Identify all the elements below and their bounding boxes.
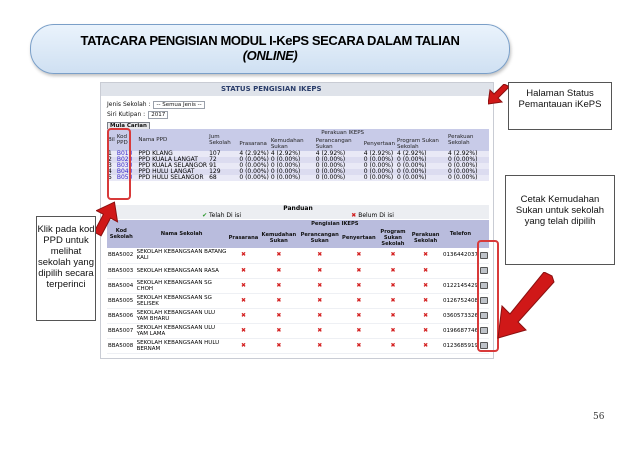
cell-telefon: 0122145429 bbox=[442, 278, 479, 293]
cell-val: 0 (0.00%) bbox=[239, 174, 269, 181]
cell-val: 0 (0.00%) bbox=[239, 156, 269, 163]
cell-val: 4 (2.92%) bbox=[447, 151, 489, 157]
cell-val: 0 (0.00%) bbox=[239, 162, 269, 169]
mula-carian-button[interactable]: Mula Carian bbox=[107, 122, 150, 130]
table-row bbox=[107, 263, 489, 278]
cell-val: 0 (0.00%) bbox=[315, 169, 363, 175]
cell-val: 0 (0.00%) bbox=[315, 163, 363, 169]
cell-kod-sekolah: BBA5002 bbox=[107, 248, 136, 263]
cell-telefon bbox=[442, 263, 479, 278]
status-cross-icon: ✖ bbox=[341, 278, 377, 293]
banner-title: TATACARA PENGISIAN MODUL I-KePS SECARA DALAM TALIAN bbox=[80, 33, 460, 48]
jenis-sekolah-select[interactable]: -- Semua Jenis -- bbox=[153, 101, 204, 109]
cell-val: 0 (0.00%) bbox=[270, 169, 315, 175]
screenshot-titlebar bbox=[101, 83, 493, 96]
cell-val: 0 (0.00%) bbox=[447, 169, 489, 175]
col-kod-sekolah: Kod Sekolah bbox=[107, 220, 136, 248]
status-cross-icon: ✖ bbox=[259, 293, 298, 308]
status-cross-icon: ✖ bbox=[228, 263, 260, 278]
status-cross-icon: ✖ bbox=[377, 293, 410, 308]
ppd-summary-table bbox=[107, 129, 489, 181]
cell-telefon: 0123685919 bbox=[442, 338, 479, 353]
status-cross-icon: ✖ bbox=[228, 308, 260, 323]
cell-val: 4 (2.92%) bbox=[270, 151, 315, 157]
col-perancangan: Perancangan Sukan bbox=[315, 137, 363, 151]
status-cross-icon: ✖ bbox=[228, 278, 260, 293]
cell-nama-sekolah: SEKOLAH KEBANGSAAN BATANG KALI bbox=[136, 249, 227, 262]
status-cross-icon: ✖ bbox=[298, 248, 341, 263]
title-banner bbox=[30, 24, 510, 74]
col-telefon: Telefon bbox=[442, 220, 479, 248]
status-cross-icon: ✖ bbox=[377, 323, 410, 338]
col-nama-ppd: Nama PPD bbox=[137, 129, 208, 151]
cell-val: 0 (0.00%) bbox=[270, 175, 315, 181]
status-cross-icon: ✖ bbox=[298, 323, 341, 338]
cell-kod-sekolah: BBA5008 bbox=[107, 338, 136, 353]
cell-kod-sekolah: BBA5004 bbox=[107, 278, 136, 293]
status-cross-icon: ✖ bbox=[409, 308, 442, 323]
status-cross-icon: ✖ bbox=[298, 263, 341, 278]
table-row bbox=[107, 248, 489, 263]
col-prasarana: Prasarana bbox=[238, 137, 269, 151]
cell-nama-sekolah: SEKOLAH KEBANGSAAN ULU YAM LAMA bbox=[136, 323, 228, 338]
status-cross-icon: ✖ bbox=[259, 323, 298, 338]
jenis-sekolah-label: Jenis Sekolah : bbox=[107, 101, 151, 108]
kod-ppd-highlight bbox=[107, 128, 131, 200]
col-penyertaan: Penyertaan bbox=[363, 137, 396, 151]
status-cross-icon: ✖ bbox=[341, 338, 377, 353]
col-kemudahan: Kemudahan Sukan bbox=[270, 137, 315, 151]
col-group-pengisian: Pengisian IKEPS bbox=[228, 220, 442, 228]
cell-nama: PPD HULU SELANGOR bbox=[137, 175, 208, 181]
cell-val: 0 (0.00%) bbox=[270, 163, 315, 169]
screenshot-title: STATUS PENGISIAN IKEPS bbox=[221, 85, 322, 93]
cell-nama-sekolah: SEKOLAH KEBANGSAAN SG CHOH bbox=[136, 278, 228, 293]
cell-val: 0 (0.00%) bbox=[270, 157, 315, 163]
kod-ppd-link[interactable]: B050 bbox=[116, 175, 138, 181]
cell-telefon: 0126752408 bbox=[442, 293, 479, 308]
col-penyertaan: Penyertaan bbox=[341, 228, 377, 248]
cell-val: 4 (2.92%) bbox=[239, 150, 269, 157]
cell-val: 4 (2.92%) bbox=[396, 151, 447, 157]
kod-ppd-link[interactable]: B020 bbox=[116, 157, 138, 163]
table-row bbox=[107, 323, 489, 338]
kod-ppd-link[interactable]: B040 bbox=[116, 169, 138, 175]
status-cross-icon: ✖ bbox=[259, 278, 298, 293]
status-cross-icon: ✖ bbox=[228, 323, 260, 338]
col-nama-sekolah: Nama Sekolah bbox=[136, 220, 228, 248]
status-cross-icon: ✖ bbox=[377, 263, 410, 278]
status-cross-icon: ✖ bbox=[298, 278, 341, 293]
cell-val: 0 (0.00%) bbox=[396, 163, 447, 169]
cell-val: 0 (0.00%) bbox=[363, 157, 396, 163]
cell-telefon: 0196687746 bbox=[442, 323, 479, 338]
legend-telah: Telah Di isi bbox=[209, 212, 242, 219]
cell-bil: 2 bbox=[107, 157, 116, 163]
status-cross-icon: ✖ bbox=[409, 338, 442, 353]
table-row bbox=[107, 175, 489, 181]
col-jum-sekolah: Jum Sekolah bbox=[208, 129, 238, 151]
callout-cetak: Cetak Kemudahan Sukan untuk sekolah yang telah dipilih bbox=[505, 175, 615, 265]
col-kemudahan: Kemudahan Sukan bbox=[259, 228, 298, 248]
status-cross-icon: ✖ bbox=[341, 263, 377, 278]
legend-belum: Belum Di isi bbox=[358, 212, 394, 219]
col-perakuan-sekolah: Perakuan Sekolah bbox=[447, 129, 489, 151]
cell-nama-sekolah: SEKOLAH KEBANGSAAN HULU BERNAM bbox=[136, 338, 228, 353]
cell-nama: PPD KUALA SELANGOR bbox=[138, 162, 208, 169]
arrow-to-status-icon bbox=[488, 84, 510, 106]
status-cross-icon: ✖ bbox=[259, 248, 298, 263]
col-prasarana: Prasarana bbox=[228, 228, 260, 248]
cell-bil: 5 bbox=[107, 175, 116, 181]
cell-bil: 3 bbox=[107, 163, 116, 169]
cell-val: 4 (2.92%) bbox=[363, 151, 396, 157]
arrow-to-print-icon bbox=[496, 272, 556, 342]
status-cross-icon: ✖ bbox=[341, 308, 377, 323]
col-program: Program Sukan Sekolah bbox=[377, 228, 410, 248]
status-cross-icon: ✖ bbox=[409, 293, 442, 308]
status-cross-icon: ✖ bbox=[377, 278, 410, 293]
callout-klik-kod: Klik pada kod PPD untuk melihat sekolah yang dipilih secara terperinci bbox=[36, 216, 96, 321]
siri-kutipan-label: Siri Kutipan : bbox=[107, 111, 146, 118]
col-program: Program Sukan Sekolah bbox=[396, 137, 447, 151]
kod-ppd-link[interactable]: B010 bbox=[116, 151, 138, 157]
cell-jum: 68 bbox=[208, 175, 238, 181]
status-cross-icon: ✖ bbox=[409, 323, 442, 338]
cell-telefon: 0136442037 bbox=[442, 248, 479, 263]
status-cross-icon: ✖ bbox=[341, 293, 377, 308]
filter-panel bbox=[107, 100, 205, 130]
status-cross-icon: ✖ bbox=[298, 293, 341, 308]
cell-jum: 72 bbox=[208, 157, 238, 163]
cell-telefon: 0360573326 bbox=[442, 308, 479, 323]
status-cross-icon: ✖ bbox=[228, 248, 260, 263]
ikeps-screenshot bbox=[100, 82, 494, 359]
status-cross-icon: ✖ bbox=[341, 323, 377, 338]
cell-kod-sekolah: BBA5006 bbox=[107, 308, 136, 323]
panduan-legend bbox=[107, 205, 489, 219]
cell-nama-sekolah: SEKOLAH KEBANGSAAN RASA bbox=[136, 263, 228, 278]
col-bil: Bil bbox=[107, 129, 116, 151]
cell-val: 0 (0.00%) bbox=[239, 168, 269, 175]
panduan-heading: Panduan bbox=[283, 205, 313, 212]
table-row bbox=[107, 278, 489, 293]
cell-nama: PPD HULU LANGAT bbox=[137, 169, 208, 175]
siri-kutipan-select[interactable]: 2017 bbox=[148, 111, 168, 119]
status-cross-icon: ✖ bbox=[259, 308, 298, 323]
table-row bbox=[107, 338, 489, 353]
status-cross-icon: ✖ bbox=[298, 308, 341, 323]
table-row bbox=[107, 293, 489, 308]
cell-val: 0 (0.00%) bbox=[315, 157, 363, 163]
cell-val: 0 (0.00%) bbox=[447, 175, 489, 181]
cell-nama-sekolah: SEKOLAH KEBANGSAAN ULU YAM BHARU bbox=[136, 308, 228, 323]
cell-val: 0 (0.00%) bbox=[396, 175, 447, 181]
cell-val: 0 (0.00%) bbox=[363, 163, 396, 169]
cell-val: 0 (0.00%) bbox=[363, 169, 396, 175]
page-number: 56 bbox=[593, 412, 605, 422]
cell-val: 4 (2.92%) bbox=[315, 151, 363, 157]
status-cross-icon: ✖ bbox=[377, 248, 410, 263]
cell-val: 0 (0.00%) bbox=[447, 163, 489, 169]
col-perakuan: Perakuan Sekolah bbox=[409, 228, 442, 248]
cell-jum: 107 bbox=[208, 151, 238, 157]
cell-bil: 1 bbox=[107, 151, 116, 157]
cell-val: 0 (0.00%) bbox=[396, 157, 447, 163]
check-icon: ✔ bbox=[202, 212, 208, 219]
kod-ppd-link[interactable]: B030 bbox=[116, 163, 138, 169]
col-perancangan: Perancangan Sukan bbox=[298, 228, 341, 248]
banner-subtitle: (ONLINE) bbox=[242, 48, 298, 63]
cell-val: 0 (0.00%) bbox=[363, 175, 396, 181]
cell-kod-sekolah: BBA5005 bbox=[107, 293, 136, 308]
table-row bbox=[107, 308, 489, 323]
cell-val: 0 (0.00%) bbox=[315, 175, 363, 181]
cell-bil: 4 bbox=[107, 169, 116, 175]
status-cross-icon: ✖ bbox=[298, 338, 341, 353]
status-cross-icon: ✖ bbox=[377, 338, 410, 353]
status-cross-icon: ✖ bbox=[259, 338, 298, 353]
status-cross-icon: ✖ bbox=[409, 278, 442, 293]
cell-kod-sekolah: BBA5003 bbox=[107, 263, 136, 278]
status-cross-icon: ✖ bbox=[377, 308, 410, 323]
cell-jum: 91 bbox=[208, 163, 238, 169]
status-cross-icon: ✖ bbox=[259, 263, 298, 278]
status-cross-icon: ✖ bbox=[228, 338, 260, 353]
cell-jum: 129 bbox=[208, 169, 238, 175]
status-cross-icon: ✖ bbox=[409, 263, 442, 278]
cell-val: 0 (0.00%) bbox=[447, 157, 489, 163]
cell-val: 0 (0.00%) bbox=[396, 169, 447, 175]
cell-nama-sekolah: SEKOLAH KEBANGSAAN SG SELISEK bbox=[136, 293, 228, 308]
status-cross-icon: ✖ bbox=[341, 248, 377, 263]
school-detail-table bbox=[107, 220, 489, 354]
cross-icon: ✖ bbox=[351, 212, 357, 219]
col-kod-ppd: Kod PPD bbox=[116, 129, 138, 151]
arrow-to-kod-icon bbox=[96, 196, 126, 240]
cell-nama: PPD KLANG bbox=[137, 151, 208, 157]
status-cross-icon: ✖ bbox=[409, 248, 442, 263]
cell-nama: PPD KUALA LANGAT bbox=[137, 157, 208, 163]
cell-kod-sekolah: BBA5007 bbox=[107, 323, 136, 338]
status-cross-icon: ✖ bbox=[228, 293, 260, 308]
col-group-perakuan: Perakuan IKEPS bbox=[238, 129, 447, 137]
callout-status-page: Halaman Status Pemantauan iKePS bbox=[508, 82, 612, 130]
